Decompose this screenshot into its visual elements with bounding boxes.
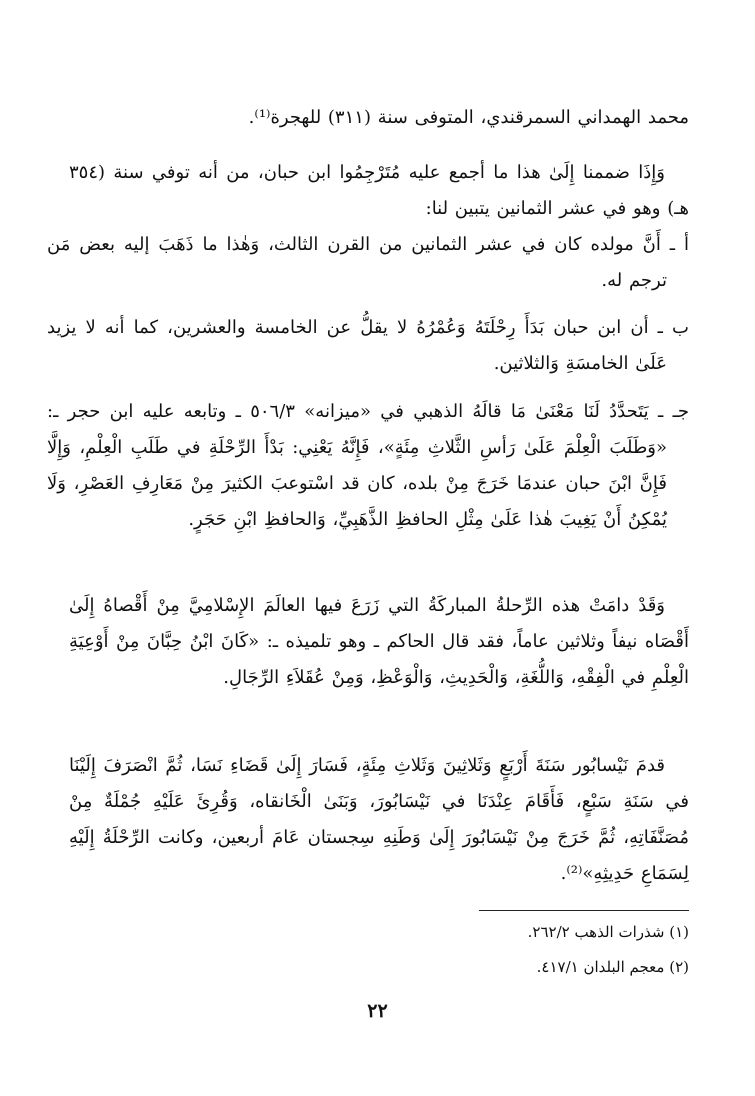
- paragraph-death-date: وَإِذَا ضممنا إِلَىٰ هذا ما أجمع عليه مُتَرْجِمُوا ابن حبان، من أنه توفي سنة (٣٥٤ هـ) وهو في عشر الثمانين يتبين لنا:: [69, 162, 689, 219]
- footnote-divider: [479, 910, 689, 911]
- paragraph-point-c: جـ ـ يَتَحدَّدُ لَنَا مَعْنَىٰ مَا قالَهُ الذهبي في «ميزانه» ٥٠٦/٣ ـ وتابعه عليه ابن حجر ـ: «وَطَلَبَ الْعِلْمَ عَلَىٰ رَأسِ الثَّلاثِ مِئَةٍ»، فَإِنَّهُ يَعْنِي: بَدْأَ الرِّحْلَةِ في طَلَبِ الْعِلْمِ، وَإِلَّا فَإِنَّ ابْنَ حبان عندمَا خَرَجَ مِنْ بلده، كان قد اسْتوعبَ الكثيرَ مِنْ مَعَارِفِ العَصْرِ، وَلَا يُمْكِنُ أَنْ يَغِيبَ هٰذا عَلَىٰ مِثْلِ الحافظِ الذَّهَبِيِّ، وَالحافظِ ابْنِ حَجَرٍ.: [47, 401, 689, 530]
- paragraph-intro-line: محمد الهمداني السمرقندي، المتوفى سنة (٣١١) للهجرة⁽¹⁾.: [248, 107, 689, 128]
- paragraph-nishapur: قدمَ نَيْسابُور سَنَةَ أَرْبَعٍ وَثَلاثِينَ وَثَلاثِ مِئَةٍ، فَسَارَ إِلَىٰ قَضَاءِ نَسَا، ثُمَّ انْصَرَفَ إِلَيْنَا في سَنَةِ سَبْعٍ، فَأَقَامَ عِنْدَنَا في نَيْسَابُورَ، وَبَنَىٰ الْخَانقاه، وَقُرِئَ عَلَيْهِ جُمْلَةٌ مِنْ مُصَنَّفَاتِهِ، ثُمَّ خَرَجَ مِنْ نَيْسَابُورَ إِلَىٰ وَطَنِهِ سِجستان عَامَ أربعين، وكانت الرِّحْلَةُ إِلَيْهِ لِسَمَاعِ حَدِيثِهِ»⁽²⁾.: [69, 755, 689, 884]
- paragraph-point-b: ب ـ أن ابن حبان بَدَأَ رِحْلَتَهُ وَعُمْرُهُ لا يقلُّ عن الخامسة والعشرين، كما أنه لا يزيد عَلَىٰ الخامسَةِ وَالثلاثين.: [47, 317, 689, 374]
- footnote-2: (٢) معجم البلدان ٤١٧/١.: [536, 958, 689, 976]
- paragraph-point-a: أ ـ أَنَّ مولده كان في عشر الثمانين من القرن الثالث، وَهٰذا ما ذَهَبَ إليه بعض مَن ترجم له.: [47, 234, 689, 291]
- page-number: ٢٢: [367, 1000, 388, 1022]
- footnote-1: (١) شذرات الذهب ٢٦٢/٢.: [527, 923, 689, 941]
- paragraph-journey: وَقَدْ دامَتْ هذه الرِّحلةُ المباركَةُ التي زَرَعَ فيها العالَمَ الإِسْلامِيَّ مِنْ أَقْصاهُ إِلَىٰ أَقْصَاه نيفاً وثلاثين عاماً، فقد قال الحاكم ـ وهو تلميذه ـ: «كَانَ ابْنُ حِبَّانَ مِنْ أَوْعِيَةِ الْعِلْمِ في الْفِقْهِ، وَاللُّغَةِ، وَالْحَدِيثِ، وَالْوَعْظِ، وَمِنْ عُقَلاَءِ الرِّجَالِ.: [69, 595, 689, 688]
